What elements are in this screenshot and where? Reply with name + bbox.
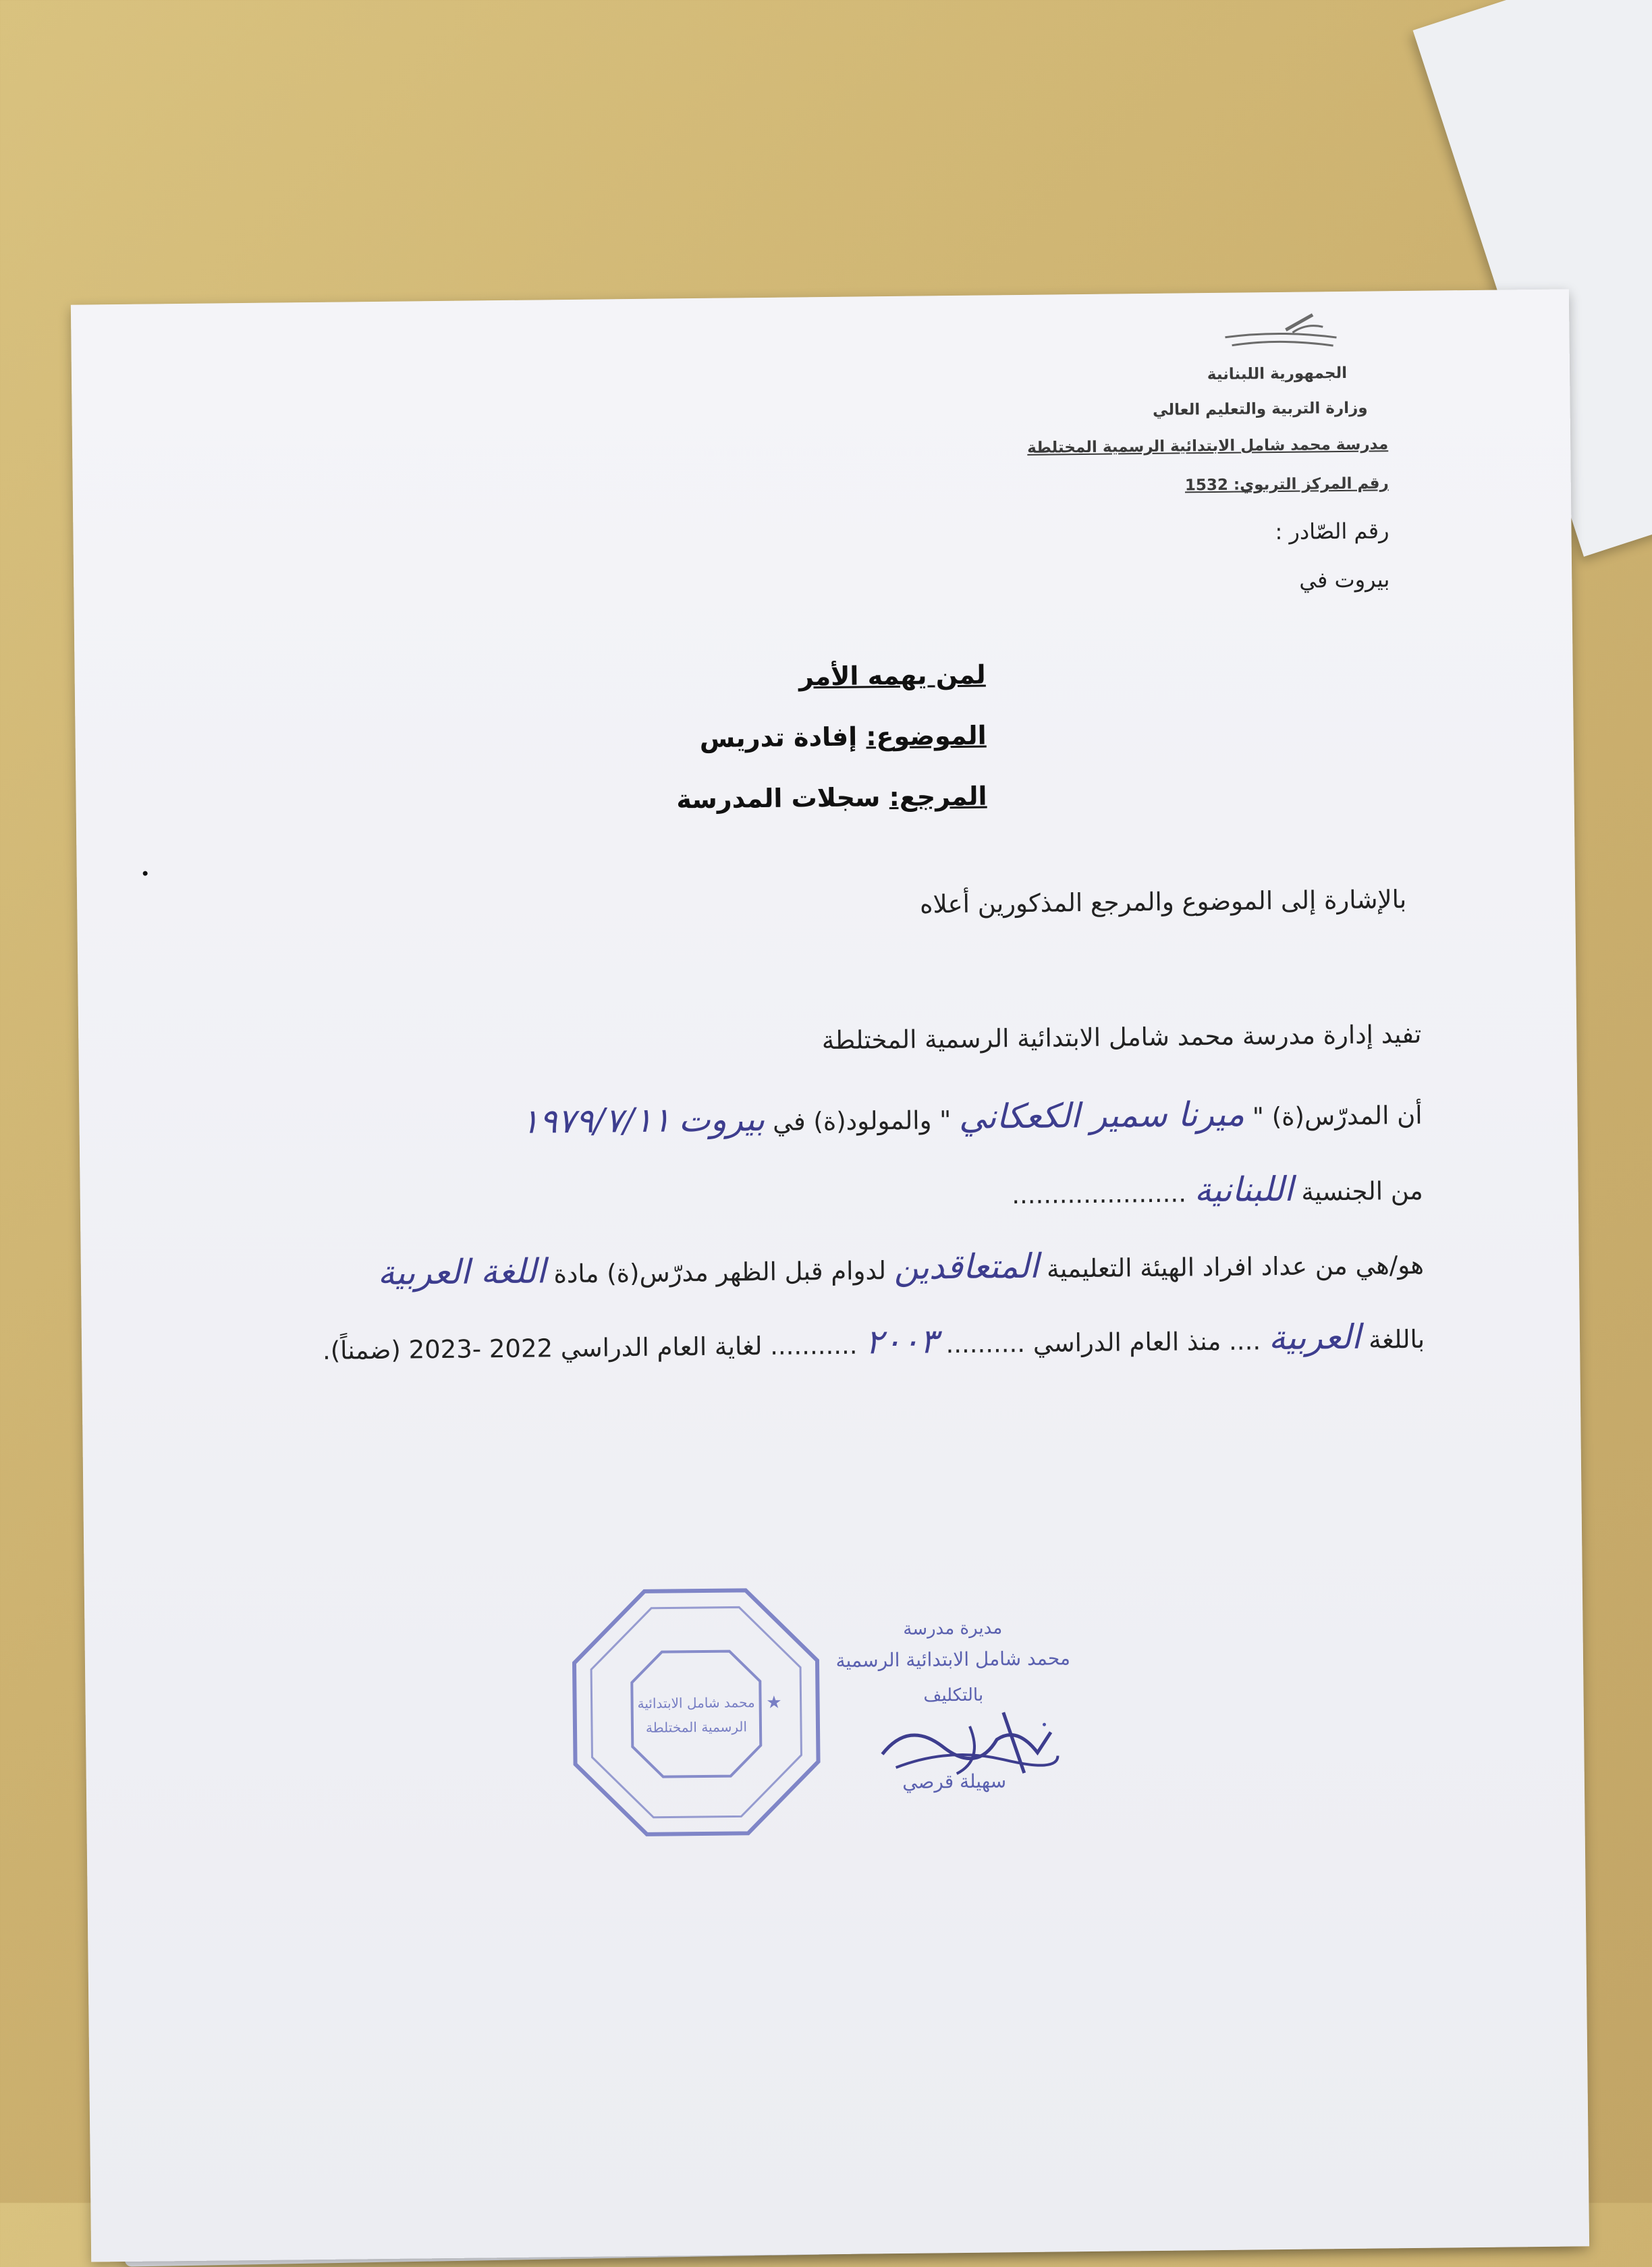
since-year-label: .... منذ العام الدراسي ..........: [945, 1326, 1261, 1359]
center-number-value: 1532: [1184, 476, 1229, 495]
language-label: باللغة: [1369, 1324, 1425, 1355]
stamp-text-top: محمد شامل الابتدائية: [637, 1694, 755, 1712]
shift-subject-label: لدوام قبل الظهر مدرّس(ة) مادة: [553, 1256, 887, 1289]
to-whom-title: [799, 660, 986, 692]
staff-label: هو/هي من عداد افراد الهيئة التعليمية: [1046, 1250, 1425, 1284]
official-stamp: [570, 1586, 823, 1838]
outgoing-number-label: رقم الصّادر :: [1275, 518, 1389, 545]
language-handwritten: العربية: [1268, 1317, 1361, 1358]
born-label: " والمولود(ة) في: [772, 1105, 952, 1137]
certificate-document: [71, 289, 1589, 2262]
subject-handwritten: اللغة العربية: [377, 1251, 546, 1293]
staff-status-handwritten: المتعاقدين: [893, 1246, 1039, 1288]
header-center-number: [1185, 474, 1389, 494]
intro-line: بالإشارة إلى الموضوع والمرجع المذكورين أعلاه: [919, 885, 1407, 919]
teacher-label: أن المدرّس(ة) ": [1252, 1100, 1423, 1132]
birth-date-handwritten: ١٩٧٩/٧/١١: [520, 1100, 671, 1141]
body-line-5: [323, 1317, 1425, 1367]
principal-school: محمد شامل الابتدائية الرسمية: [835, 1647, 1071, 1672]
until-year-label: ........... لغاية العام الدراسي 2022 -2023 (ضمناً).: [322, 1330, 858, 1365]
subject-value: إفادة تدريس: [699, 721, 858, 753]
header-ministry: وزارة التربية والتعليم العالي: [1152, 399, 1368, 419]
nationality-label: من الجنسية: [1301, 1176, 1423, 1207]
body-line-2: [521, 1093, 1423, 1141]
ministry-logo-icon: [1211, 309, 1347, 358]
body-line-1: تفيد إدارة مدرسة محمد شامل الابتدائية الرسمية المختلطة: [821, 1019, 1422, 1056]
start-year-handwritten: ٢٠٠٣: [864, 1321, 938, 1362]
handwritten-signature: [869, 1705, 1065, 1788]
principal-name: سهيلة قرصي: [902, 1770, 1007, 1793]
assignment-note: بالتكليف: [923, 1685, 984, 1706]
place-date-label: بيروت في: [1299, 566, 1390, 593]
stray-dot: [143, 871, 148, 876]
ink-dot: [1043, 1723, 1046, 1726]
reference-value: سجلات المدرسة: [676, 782, 881, 815]
header-school: مدرسة محمد شامل الابتدائية الرسمية المختلطة: [1027, 435, 1389, 457]
birth-place-handwritten: بيروت: [678, 1099, 765, 1140]
body-line-4: [377, 1242, 1424, 1292]
nationality-dots: ......................: [1011, 1178, 1187, 1210]
stamp-text-bottom: الرسمية المختلطة: [645, 1718, 748, 1736]
center-number-label: رقم المركز التربوي:: [1233, 474, 1389, 494]
nationality-handwritten: اللبنانية: [1194, 1169, 1294, 1210]
to-whom-text: لمن يهمه الأمر: [798, 659, 986, 692]
subject-key: الموضوع:: [866, 720, 987, 752]
teacher-name-handwritten: ميرنا سمير الكعكاني: [958, 1094, 1245, 1137]
subject-line: [699, 721, 986, 753]
header-republic: الجمهورية اللبنانية: [1207, 364, 1348, 384]
stamp-star-icon: ★: [766, 1692, 782, 1714]
reference-key: المرجع:: [889, 781, 987, 813]
body-line-3: [1012, 1168, 1423, 1211]
reference-line: [676, 782, 987, 815]
principal-title: مديرة مدرسة: [903, 1618, 1003, 1639]
